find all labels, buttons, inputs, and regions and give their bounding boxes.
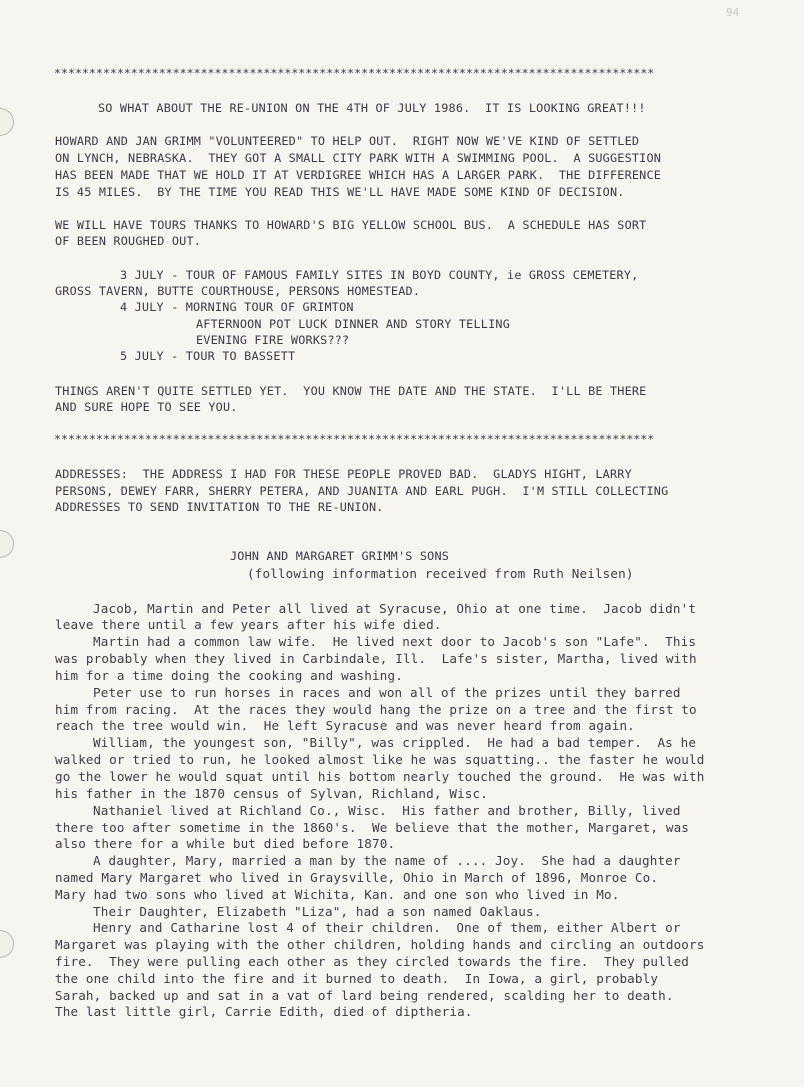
- bio-line: his father in the 1870 census of Sylvan, Richland, Wisc.: [55, 786, 488, 801]
- bio-line: him for a time doing the cooking and washing.: [55, 668, 403, 683]
- bio-line: Jacob, Martin and Peter all lived at Syracuse, Ohio at one time. Jacob didn't: [93, 601, 697, 616]
- bio-line: Peter use to run horses in races and won all of the prizes until they barred: [93, 685, 681, 700]
- schedule-item: GROSS TAVERN, BUTTE COURTHOUSE, PERSONS HOMESTEAD.: [55, 284, 421, 298]
- bio-line: Henry and Catharine lost 4 of their children. One of them, either Albert or: [93, 920, 681, 935]
- tours-paragraph-line: OF BEEN ROUGHED OUT.: [55, 234, 202, 248]
- reunion-headline: SO WHAT ABOUT THE RE-UNION ON THE 4TH OF JULY 1986. IT IS LOOKING GREAT!!!: [98, 101, 646, 115]
- bio-line: William, the youngest son, "Billy", was crippled. He had a bad temper. As he: [93, 735, 697, 750]
- addresses-line: ADDRESSES: THE ADDRESS I HAD FOR THESE PEOPLE PROVED BAD. GLADYS HIGHT, LARRY: [55, 467, 632, 481]
- bio-line: walked or tried to run, he looked almost like he was squatting.. the faster he would: [55, 752, 705, 767]
- punch-hole: [0, 108, 14, 136]
- bio-line: reach the tree would win. He left Syracuse and was never heard from again.: [55, 718, 635, 733]
- section-title: JOHN AND MARGARET GRIMM'S SONS: [230, 549, 450, 563]
- separator-middle: **************************************************************************************: [54, 432, 655, 446]
- bio-line: Margaret was playing with the other children, holding hands and circling an outdoors: [55, 937, 705, 952]
- schedule-item: EVENING FIRE WORKS???: [196, 333, 350, 347]
- bio-line: The last little girl, Carrie Edith, died of diptheria.: [55, 1004, 473, 1019]
- schedule-item: 3 JULY - TOUR OF FAMOUS FAMILY SITES IN BOYD COUNTY, ie GROSS CEMETERY,: [120, 268, 639, 282]
- schedule-item: AFTERNOON POT LUCK DINNER AND STORY TELLING: [196, 317, 510, 331]
- bio-line: Sarah, backed up and sat in a vat of lard being rendered, scalding her to death.: [55, 988, 674, 1003]
- bio-line: Nathaniel lived at Richland Co., Wisc. His father and brother, Billy, lived: [93, 803, 681, 818]
- reunion-paragraph-line: IS 45 MILES. BY THE TIME YOU READ THIS WE'LL HAVE MADE SOME KIND OF DECISION.: [55, 185, 625, 199]
- reunion-paragraph-line: ON LYNCH, NEBRASKA. THEY GOT A SMALL CITY PARK WITH A SWIMMING POOL. A SUGGESTION: [55, 151, 662, 165]
- reunion-paragraph-line: HOWARD AND JAN GRIMM "VOLUNTEERED" TO HELP OUT. RIGHT NOW WE'VE KIND OF SETTLED: [55, 134, 640, 148]
- bio-line: A daughter, Mary, married a man by the name of .... Joy. She had a daughter: [93, 853, 681, 868]
- bio-line: Mary had two sons who lived at Wichita, Kan. and one son who lived in Mo.: [55, 887, 620, 902]
- bio-line: go the lower he would squat until his bottom nearly touched the ground. He was with: [55, 769, 705, 784]
- bio-line: Their Daughter, Elizabeth "Liza", had a son named Oaklaus.: [93, 904, 542, 919]
- bio-line: the one child into the fire and it burned to death. In Iowa, a girl, probably: [55, 971, 659, 986]
- reunion-paragraph-line: HAS BEEN MADE THAT WE HOLD IT AT VERDIGREE WHICH HAS A LARGER PARK. THE DIFFERENCE: [55, 168, 662, 182]
- section-subtitle: (following information received from Ruth Neilsen): [247, 566, 634, 581]
- tours-paragraph-line: WE WILL HAVE TOURS THANKS TO HOWARD'S BIG YELLOW SCHOOL BUS. A SCHEDULE HAS SORT: [55, 218, 647, 232]
- bio-line: named Mary Margaret who lived in Graysville, Ohio in March of 1896, Monroe Co.: [55, 870, 659, 885]
- closing-paragraph-line: THINGS AREN'T QUITE SETTLED YET. YOU KNOW THE DATE AND THE STATE. I'LL BE THERE: [55, 384, 647, 398]
- addresses-line: PERSONS, DEWEY FARR, SHERRY PETERA, AND JUANITA AND EARL PUGH. I'M STILL COLLECTING: [55, 484, 669, 498]
- closing-paragraph-line: AND SURE HOPE TO SEE YOU.: [55, 400, 238, 414]
- bio-line: Martin had a common law wife. He lived next door to Jacob's son "Lafe". This: [93, 634, 697, 649]
- punch-hole: [0, 930, 14, 958]
- bio-line: leave there until a few years after his wife died.: [55, 617, 442, 632]
- addresses-line: ADDRESSES TO SEND INVITATION TO THE RE-UNION.: [55, 500, 384, 514]
- schedule-item: 5 JULY - TOUR TO BASSETT: [120, 349, 296, 363]
- punch-hole: [0, 530, 14, 558]
- schedule-item: 4 JULY - MORNING TOUR OF GRIMTON: [120, 300, 354, 314]
- bio-line: there too after sometime in the 1860's. We believe that the mother, Margaret, was: [55, 820, 690, 835]
- bio-line: was probably when they lived in Carbindale, Ill. Lafe's sister, Martha, lived with: [55, 651, 697, 666]
- bio-line: fire. They were pulling each other as they circled towards the fire. They pulled: [55, 954, 690, 969]
- page-number: 94: [726, 6, 740, 19]
- bio-line: also there for a while but died before 1870.: [55, 836, 396, 851]
- bio-line: him from racing. At the races they would hang the prize on a tree and the first to: [55, 702, 697, 717]
- separator-top: **************************************************************************************: [54, 66, 655, 80]
